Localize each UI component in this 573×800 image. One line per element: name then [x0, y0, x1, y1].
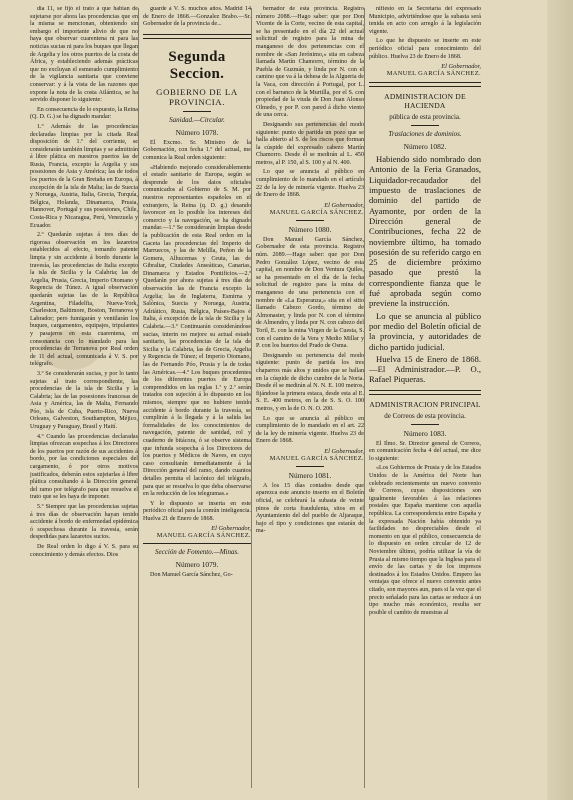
section-divider: [369, 82, 481, 87]
column-rule: [138, 8, 139, 788]
col3-paragraph: A los 15 días contados desde que aparezca este anuncio inserto en el Boletín oficial, se celebrará la subasta de veinte pinos de corta fraudulenta, sitos en el Ayuntamiento del del pueblo de Aljaraque, bajo el tipo y condiciones que estarán de ma-: [256, 482, 364, 535]
admin-heading: ADMINISTRACION DE HACIENDA: [384, 92, 466, 111]
notice-number: Número 1083.: [403, 428, 447, 438]
col1-paragraph: 2.º Quedarán sujetas á tres días de rigorosa observación en los lazaretos establecidos al efecto, tomando patente limpia y sin accidente á bordo durante la travesía, las procedencias de Italia excepto la isla de Sicilia y la Calabria; las de Argelia, Prusia, Grecia, Imperio Otomano y Regencia de Túnez. A igual observación quedarán sujetas las de la República Argentina, Filadelfia, Nueva-York, Charleston, Baltimore, Boston, Terranova y Labrador; pero fumigarán y ventilarán los buques, cargamentos, equipajes, tripulantes y pasajeros en esta cuarentena, en consonancia con lo mandado para las procedencias de Terranova por Real orden de 11 del actual, comunicada á V. S. por telégrafo.: [30, 232, 138, 368]
signature-name: MANUEL GARCÍA SÁNCHEZ.: [269, 208, 364, 216]
column-3: [256, 6, 364, 538]
notice-number: Número 1080.: [288, 224, 332, 234]
col4-paragraph: Lo que he dispuesto se inserte en este periódico oficial para conocimiento del público. Huelva 23 de Enero de 1868.: [369, 38, 481, 60]
signature-name: MANUEL GARCÍA SÁNCHEZ.: [386, 70, 481, 78]
signature-name: MANUEL GARCÍA SÁNCHEZ.: [156, 532, 251, 540]
col4-paragraph: «Los Gobiernos de Prusia y de los Estados Unidos de la América del Norte han celebrado recientemente un nuevo convenio de Correos, cuyas disposiciones son igualmente favorables á las relaciones postales que España mantiene con aquella república. La correspondencia entre España y la expresada Nación había obtenido ya facilidades no despreciables desde el momento en que el público, consecuencia de lo dispuesto en orden circular de 12 de Noviembre último, podría utilizar la vía de Prusia al mismo tiempo que la Inglesa para el envío de las cartas y de los impresos destinados á los Estados Unidos. Empero las ventajas que ofrece el nuevo convenio antes citado, son mayores aun, pues si la vez que el precio señalado para las cartas se reduce á un tipo mucho más económico, resulta ser posible el cambio de muestras al: [369, 465, 481, 616]
col4-paragraph: El Ilmo. Sr. Director general de Correos, en comunicación fecha 4 del actual, me dice lo siguiente:: [369, 440, 481, 462]
column-rule: [364, 8, 365, 788]
col1-paragraph: 4.º Cuando las procedencias declaradas limpias ofrezcan sospechas á los Directores de los puertos por razón de sus accidentes á bordo, por las condiciones especiales del cargamento, ó por otros motivos justificados, deberán estos sujetarlas á libre plática consultando á la Dirección general del ramo por telégrafo para que resuelva el trato que se les haya de imponer.: [30, 433, 138, 501]
col2-paragraph: El Excmo. Sr. Ministro de la Gobernación, con fecha 1.º del actual, me comunica la Real orden siguiente:: [143, 139, 251, 161]
col1-paragraph: dia 11, se fijó el trato á que habian de sujetarse por ahora las procedencias que en la misma se mencionan, obteniendo sin embargo el importante alivio de que no haya que observar cuarentena ni para las noticias sucias ni para los buques que llegan de Argelia y los otros puertos de la costa de África, y estableciendo además prácticas que no excluyan el esmerado cumplimiento de la vigilancia sanitaria que conviene conservar: y á la vista de las razones que expone la nota de la costa Atlántica, se ha servido disponer lo siguiente:: [30, 6, 138, 104]
col4-paragraph: nifiesto en la Secretaría del expresado Municipio, advirtiéndose que la subasta será tenida en acto con arreglo á la legislación vigente.: [369, 6, 481, 35]
col2-tail: Don Manuel García Sánchez, Go-: [150, 572, 233, 579]
col3-paragraph: Don Manuel García Sánchez, Gobernador de esta provincia. Registro núm. 2089.—Hago saber: que por Don Pedro González López, vecino de esta capital, en nombre de Don Ventura Quiles, se ha presentado en el día de la fecha solicitud de registro para la mina de manganeso de una pertenencia con el nombre de «La Esperanza,» sita en el sitio llamado Cabezo Gordo, término de Almonaster, y linda por N. con el término de Almendro, y linda por N. con cabezo del Toril, E. con la mina Virgen de la Cuesta, S. con el camino de la Vera y Medio Millar y P. con los huertos del Prado de Osma.: [256, 236, 364, 350]
col2-paragraph: Y lo dispuesto se inserta en este periódico oficial para la común inteligencia. Huelva 21 de Enero de 1868.: [143, 500, 251, 522]
signature-title: El Gobernador,: [441, 63, 481, 71]
section-title: Segunda Seccion.: [168, 48, 226, 82]
signature-name: MANUEL GARCÍA SÁNCHEZ.: [269, 454, 364, 462]
col3-paragraph: Lo que se anuncia al público en cumplimiento de lo mandado en el artículo 22 de la ley de minería vigente. Huelva 23 de Enero de 1868.: [256, 169, 364, 199]
col2-intro: guarde á V. S. muchos años. Madrid 14 de Enero de 1868.—Gonzalez Brabo.—Sr. Gobernador de la provincia de...: [143, 6, 251, 28]
column-4: [369, 6, 481, 619]
col3-paragraph: bernador de esta provincia. Registro número 2088.—Hago saber: que por Don Vicente de la Corte, vecino de esta capital, se ha presentado en el día 22 del actual solicitud de registro para la mina de manganeso de dos pertenencias con el nombre de «San Jerónimo,» sita en cabeza llamada Martín Chamorro, término de la Puebla de Guzmán, y linda por N. con el camino que va á la dehesa de la Algueria de la Vaca, con dirección á Portugal, por L. con el barranco de la Murtilla, por el S. con propiedad de la viuda de Don Juan Alonso Olmedo, y por P. con pared á dicho viento de una cerca.: [256, 6, 364, 119]
col2-paragraph: «Habiendo mejorado considerablemente el estado sanitario de Europa, según se desprende de los datos oficiales comunicados al Gobierno de S. M. por nuestros representantes españoles en el extranjero, la Reina (q. D. g.) desando favorecer en lo posible los intereses del comercio y la navegación, se ha dignado mandar.—1.º Se considerarán limpias desde la publicación de esta Real orden en la Gaceta las procedencias del Imperio de Marruecos, y las de Melilla, Peñon de la Gomera, Alhucemas y Ceuta, las de Gibraltar, Ciudades Anseáticas, Canarias, Dinamarca y Estados Pontificios.—2.º Quedarán por ahora sujetas á tres días de observación las de Francia excepto la Argelia; las de Inglaterra, Esmirna y Salónica, Suecia y Noruega, Austria, Adriático, Rusia, Bélgica, Países-Bajos é Italia, á excepción de la isla de Sicilia y la Calabria.—3.º Continuarán considerándose sucias, interin no mejore su actual estado sanitario, las procedencias de la isla de Sicilia y la Calabria, las de Grecia, Argelia y Regencia de Túnez; el Imperio Otomano, las de Fernando Póo, Prusia y la de todas las Américas.—4.º Los buques procedentes de los diferentes puertos de Europa comprendidos en las reglas 1.ª y 2.ª serán tratados con sujeción á lo dispuesto en los mismos, siempre que no hubiere tenido accidente á bordo durante la travesía, se cumplirán á la llegada y á la salida las formalidades de los conocimientos de navegación, patente de sanidad, rol y cuaderno de bitácora, ó se observe sistema que infunda sospecha á los Directores de los puertos y Médicos de Naves, en cuyo caso consultarán inmediatamente á la Dirección general del ramo, dando cuantos detalles permita el lacónico del telégrafo, para que se resuelva lo que deba observarse en la reducción de los telegramas.»: [143, 164, 251, 498]
col4-large-paragraph: Lo que se anuncia al público por medio del Boletín oficial de la provincia, y autoridades de dicho partido judicial.: [369, 310, 481, 352]
short-rule: [411, 125, 439, 126]
col3-paragraph: Lo que se anuncia al público en cumplimiento de lo mandado en el art. 22 de la ley de minería vigente. Huelva 23 de Enero de 1868.: [256, 415, 364, 445]
col1-paragraph: 1.º Además de las procedencias declaradas limpias por la citada Real disposición de 1.º del corriente, se considerarán también limpias y se admitirán á libre plática en nuestros puertos las de Rusia, Francia, excepto la Argelia y sus posesiones de Asia y América; las de todos los puertos de la Gran Bretaña en Europa, á excepción de la isla de Malta; las de Suecia y Noruega, Austria, Italia, Grecia, Turquía, Bélgica, Holanda, Dinamarca, Prusia, Hannover, Portugal y sus posesiones, Chile, Costa-Rica y Nicaragua, Perú, Venezuela y Ecuador.: [30, 123, 138, 229]
department-label: Traslaciones de dominios.: [388, 130, 462, 139]
admin-heading: ADMINISTRACION PRINCIPAL: [369, 399, 481, 409]
divider: [143, 543, 251, 544]
section-divider: [369, 390, 481, 395]
notice-number: Número 1082.: [403, 142, 447, 152]
signature-title: El Gobernador,: [211, 525, 251, 533]
section-divider: [143, 34, 251, 39]
section-subtitle: GOBIERNO DE LA PROVINCIA.: [156, 86, 238, 107]
notice-number: Número 1078.: [175, 127, 219, 137]
short-rule: [296, 220, 324, 221]
notice-number: Número 1081.: [288, 470, 332, 480]
column-rule: [251, 8, 252, 788]
signature-title: El Gobernador,: [324, 447, 364, 455]
col1-paragraph: En consecuencia de lo expuesto, la Reina (Q. D. G.) se ha dignado mandar:: [30, 106, 138, 121]
short-rule: [296, 466, 324, 467]
short-rule: [183, 111, 211, 112]
short-rule: [411, 424, 439, 425]
notice-number: Número 1079.: [175, 560, 219, 570]
col4-large-paragraph: Huelva 15 de Enero de 1868.—El Administrador.—P. O., Rafael Piqueras.: [369, 353, 481, 385]
col1-paragraph: 3.º Se considerarán sucias, y por lo tanto sujetas al trato correspondiente, las procedencias de la isla de Sicilia y la Calabria; las de las posesiones francesas de Asia y América, las de Malta, Fernando Póo, isla de Cuba, Puerto-Rico, Nueva Orleans, Galveston, Southampton, Méjico, Uruguay y Paraguay, Brasil y Haití.: [30, 370, 138, 431]
admin-subheading: de Correos de esta provincia.: [384, 411, 466, 420]
col1-paragraph: De Real orden lo digo á V. S. para su conocimiento y demás efectos. Dios: [30, 543, 138, 558]
department-label: Sección de Fomento.—Minas.: [155, 548, 239, 557]
col1-paragraph: 5.º Siempre que las procedencias sujetas á tres días de observación hayan tenido accidente á bordo de enfermedad epidémica ó sospechosa durante la travesía, serán despedidas para lazaretos sucios.: [30, 504, 138, 541]
col3-paragraph: Designando sus pertenencias del modo siguiente: punto de partida un pozo que se halla abierto al S. de los riscos que forman la cúspide del expresado cabezo Martín Chamorro. Desde él se medirán al L. 450 metros, al P. 150, al S. 100 y al N. 400.: [256, 121, 364, 166]
page-edge: [547, 0, 573, 800]
admin-subheading: pública de esta provincia.: [389, 113, 461, 122]
signature-title: El Gobernador,: [324, 201, 364, 209]
col3-paragraph: Designando su pertenencia del modo siguiente: punto de partida los tres chaparros más altos y unidos que se hallan en la cúspide de dicho cumbre de la Noria. Desde él se medirán al N. N. E. 100 metros, fijándose la primera estaca, desde esta al E. S. E. 400 metros, en la de S. S. O. 100 metros, y en la de O. N. O. 200.: [256, 352, 364, 412]
col4-large-paragraph: Habiendo sido nombrado don Antonio de la Feria Granados, Liquidador-recaudador del impuesto de traslaciones de dominio del partido de Ayamonte, por orden de la Dirección general de Contribuciones, fecha 22 de noviembre último, ha tomado posesión de su referido cargo en 25 de diciembre próximo pasado que prestó la correspondiente fianza que le fué aprobada según como previene la instrucción.: [369, 154, 481, 309]
column-2: [143, 6, 251, 582]
department-label: Sanidad.—Circular.: [169, 115, 225, 124]
column-1: [30, 6, 138, 561]
